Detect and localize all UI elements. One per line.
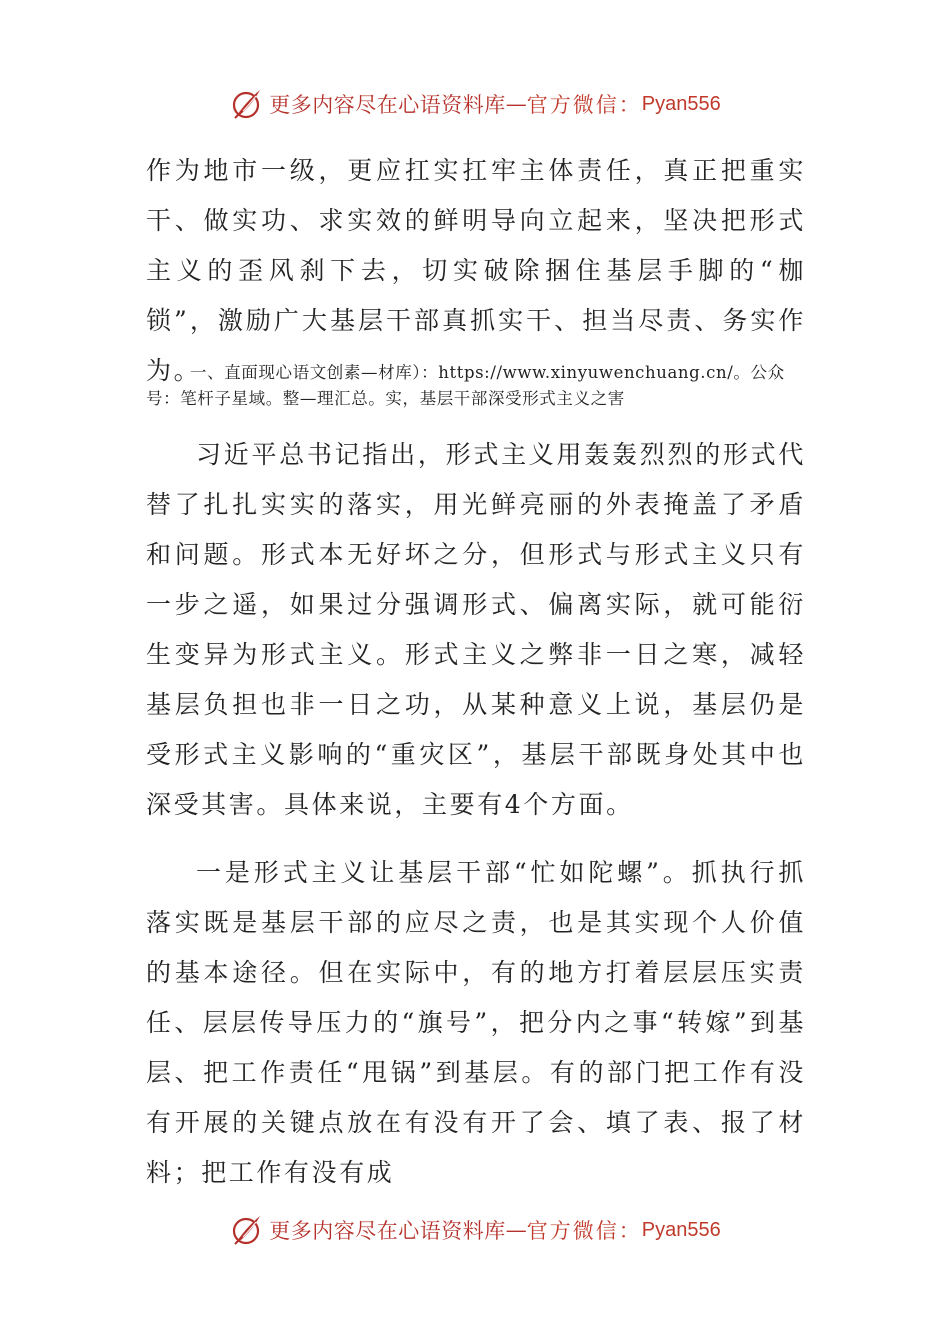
banner-separator: — bbox=[505, 1218, 527, 1242]
body-paragraph-3: 一是形式主义让基层干部“忙如陀螺”。抓执行抓落实既是基层干部的应尽之责，也是其实现个人价值的基本途径。但在实际中，有的地方打着层层压实责任、层层传导压力的“旗号”，把分内之事“转嫁”到基层、把工作责任“甩锅”到基层。有的部门把工作有没有开展的关键点放在有没有开了会、填了表、报了材料；把工作有没有成 bbox=[146, 858, 806, 1187]
banner-wechat-id: Pyan556 bbox=[641, 92, 721, 115]
body-paragraph-1: 作为地市一级，更应扛实扛牢主体责任，真正把重实干、做实功、求实效的鲜明导向立起来，坚决把形式主义的歪风刹下去，切实破除捆住基层手脚的“枷锁”，激励广大基层干部真抓实干、担当尽责、务实作为。 bbox=[146, 156, 806, 385]
quill-pen-logo-icon bbox=[229, 1213, 263, 1247]
banner-wechat-label: 官方微信： bbox=[526, 1219, 642, 1243]
banner-site-text: 更多内容尽在心语资料库 bbox=[269, 93, 506, 117]
header-banner bbox=[0, 82, 950, 126]
section-heading-1: 一、直面现心语文创素—材库）：https://www.xinyuwenchuang.cn/。公众号：笔杆子星域。整—理汇总。实，基层干部深受形式主义之害 bbox=[146, 363, 785, 408]
body-paragraph-2: 习近平总书记指出，形式主义用轰轰烈烈的形式代替了扎扎实实的落实，用光鲜亮丽的外表掩盖了矛盾和问题。形式本无好坏之分，但形式与形式主义只有一步之遥，如果过分强调形式、偏离实际，就可能衍生变异为形式主义。形式主义之弊非一日之寒，减轻基层负担也非一日之功，从某种意义上说，基层仍是受形式主义影响的“重灾区”，基层干部既身处其中也深受其害。具体来说，主要有4个方面。 bbox=[146, 440, 806, 819]
footer-banner bbox=[0, 1208, 950, 1252]
banner-wechat-id: Pyan556 bbox=[641, 1218, 721, 1241]
quill-pen-logo-icon bbox=[229, 87, 263, 121]
banner-wechat-label: 官方微信： bbox=[526, 93, 642, 117]
banner-site-text: 更多内容尽在心语资料库 bbox=[269, 1219, 506, 1243]
banner-separator: — bbox=[505, 92, 527, 116]
